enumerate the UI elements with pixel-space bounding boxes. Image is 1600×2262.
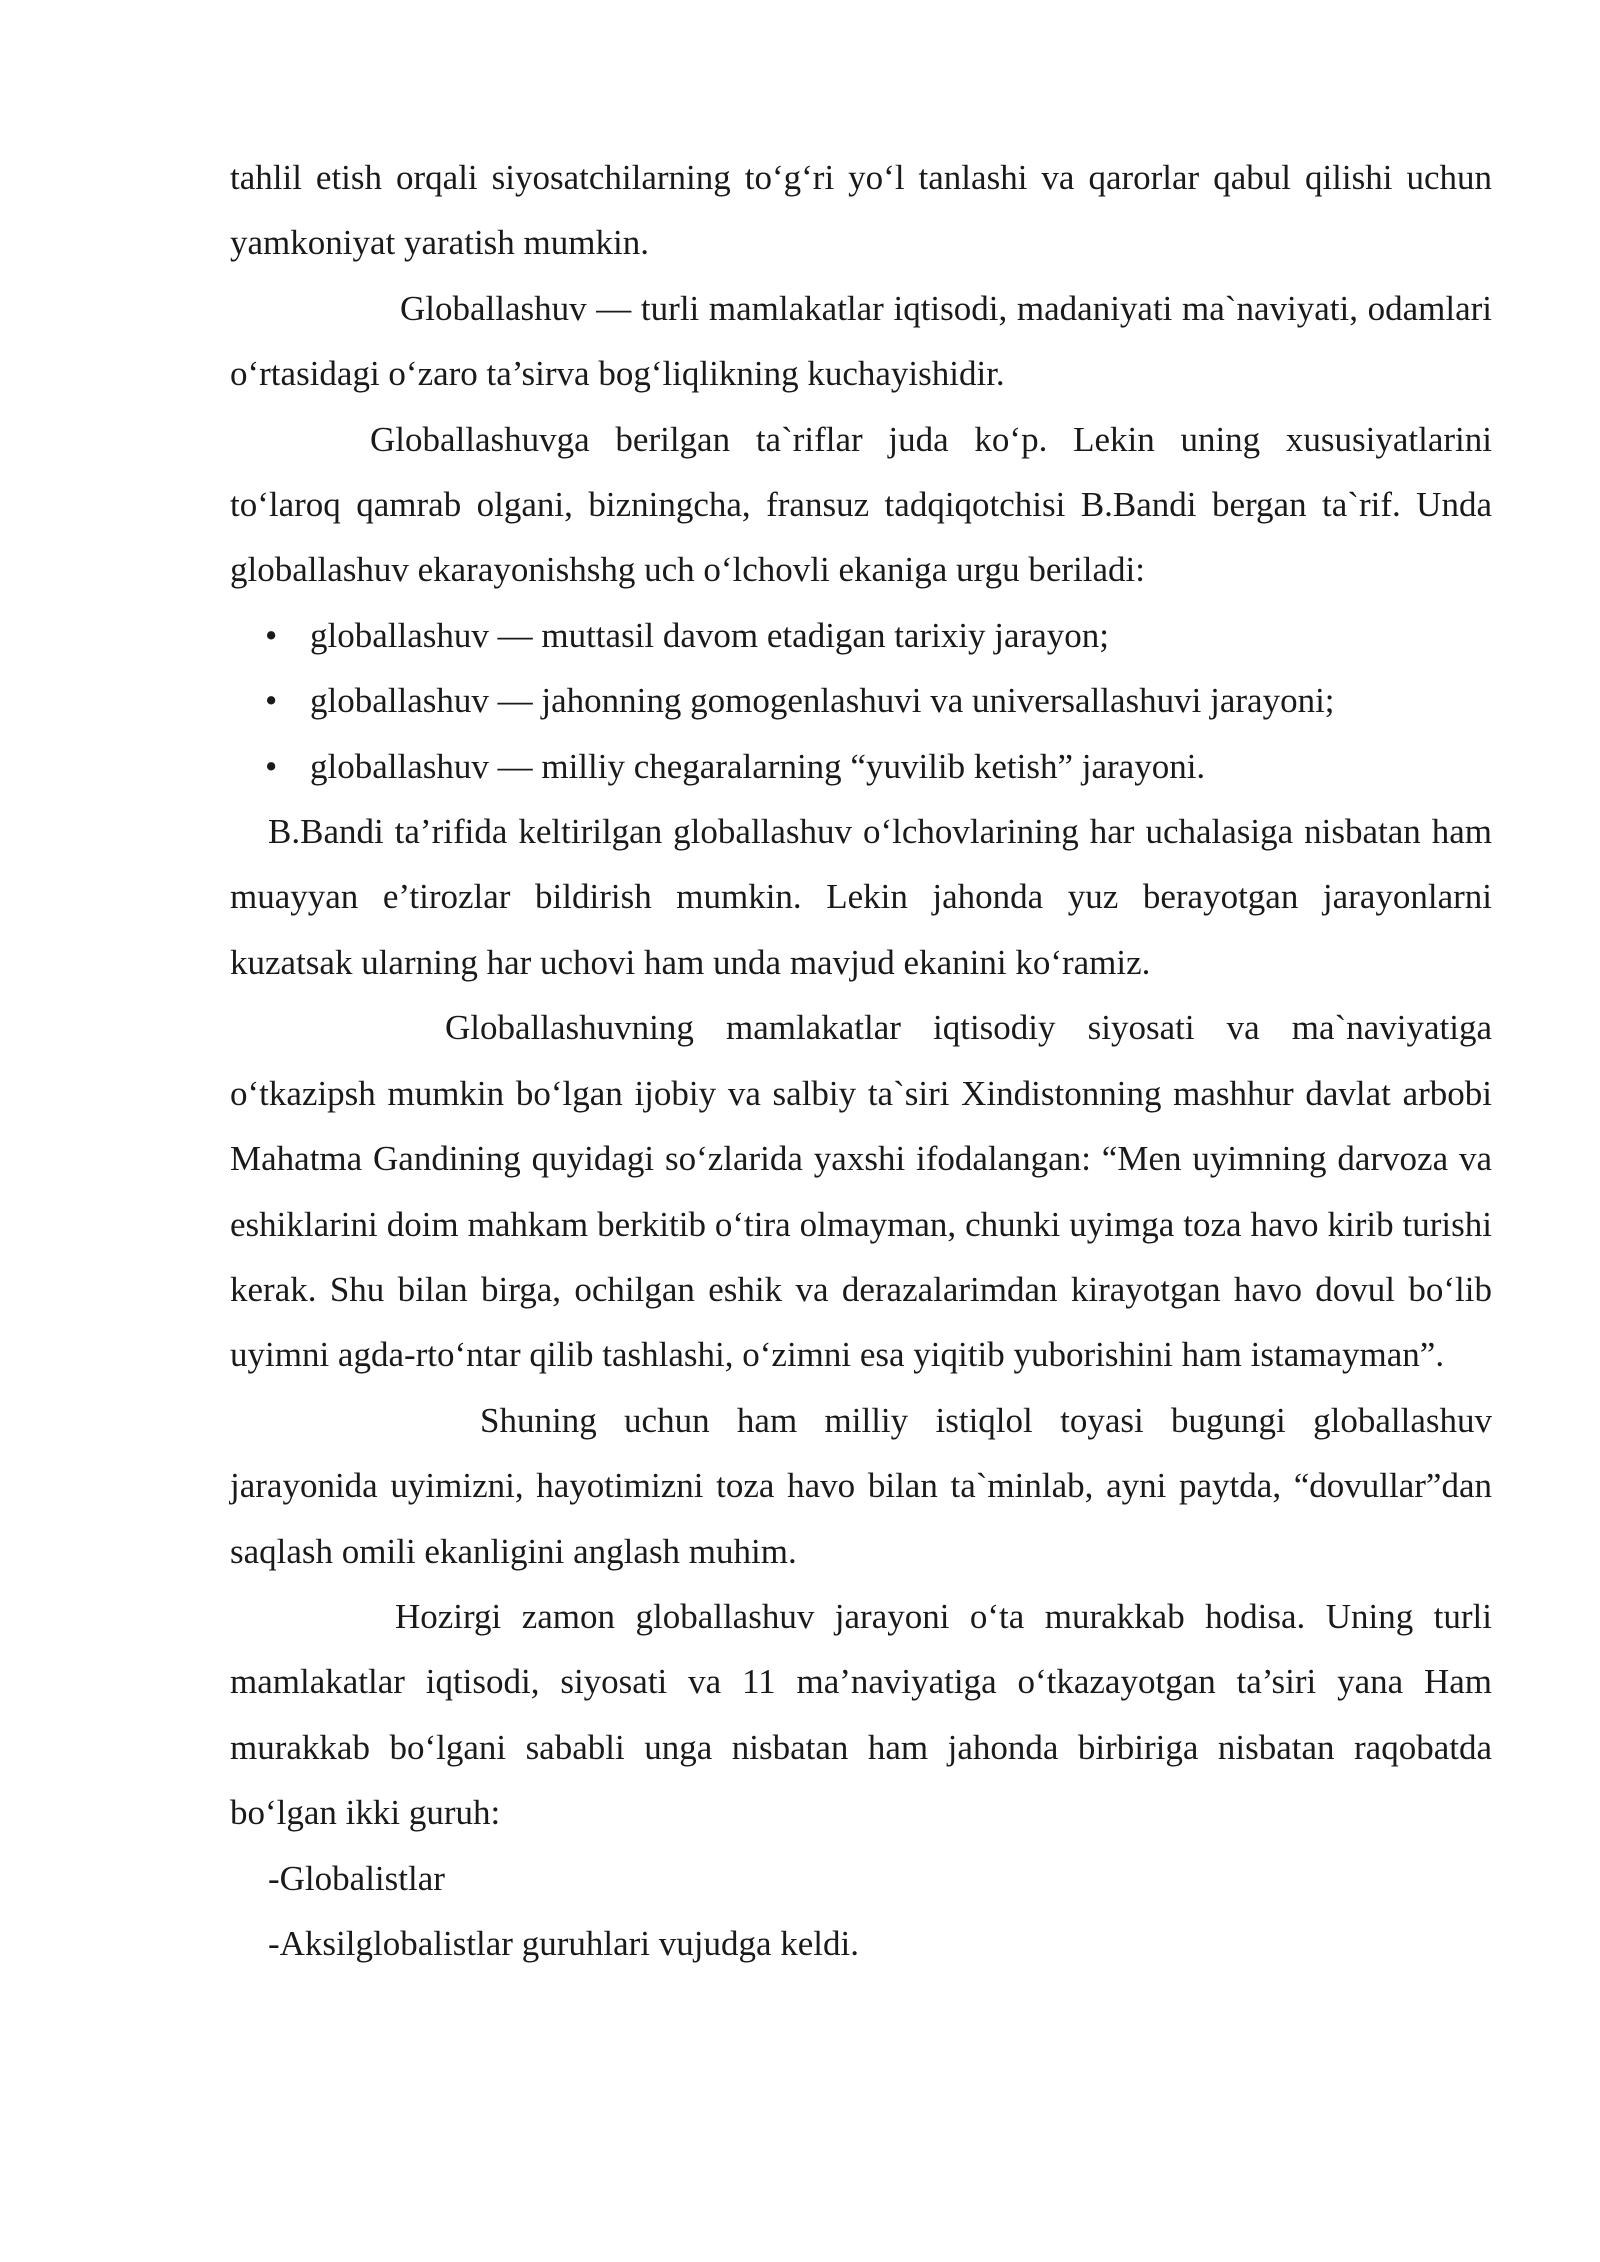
paragraph-modern-globalization: Hozirgi zamon globallashuv jarayoni o‘ta murakkab hodisa. Uning turli mamlakatlar iqtisodi, siyosati va 11 ma’naviyatiga o‘tkazayotgan ta’siri yana Ham murakkab bo‘lgani sababli unga nisbatan ham jahonda birbiriga nisbatan raqobatda bo‘lgan ikki guruh: — [230, 1596, 1492, 1833]
bullet-icon: • — [265, 681, 278, 721]
list-item — [230, 734, 1492, 799]
paragraph-globalization-definition: Globallashuv — turli mamlakatlar iqtisodi, madaniyati ma`naviyati, odamlari o‘rtasidagi o‘zaro ta’sirva bog‘liqlikning kuchayishidir. — [230, 288, 1492, 394]
list-item-text: globallashuv — milliy chegaralarning “yuvilib ketish” jarayoni. — [310, 746, 1206, 786]
paragraph-definitions: Globallashuvga berilgan ta`riflar juda ko‘p. Lekin uning xususiyatlarini to‘laroq qamrab olgani, bizningcha, fransuz tadqiqotchisi B.Bandi bergan ta`rif. Unda globallashuv ekarayonishshg uch o‘lchovli ekaniga urgu beriladi: — [230, 419, 1492, 590]
dash-item-globalists: -Globalistlar — [268, 1858, 445, 1898]
paragraph-independence: Shuning uchun ham milliy istiqlol toyasi bugungi globallashuv jarayonida uyimizni, hayotimizni toza havo bilan ta`minlab, ayni paytda, “dovullar”dan saqlash omili ekanligini anglash muhim. — [230, 1400, 1492, 1571]
list-item-text: globallashuv — jahonning gomogenlashuvi va universallashuvi jarayoni; — [310, 681, 1335, 721]
paragraph-gandhi-quote: Globallashuvning mamlakatlar iqtisodiy siyosati va ma`naviyatiga o‘tkazipsh mumkin bo‘lgan ijobiy va salbiy ta`siri Xindistonning mashhur davlat arbobi Mahatma Gandining quyidagi so‘zlarida yaxshi ifodalangan: “Men uyimning darvoza va eshiklarini doim mahkam berkitib o‘tira olmayman, chunki uyimga toza havo kirib turishi kerak. Shu bilan birga, ochilgan eshik va derazalarimdan kirayotgan havo dovul bo‘lib uyimni agda-rto‘ntar qilib tashlashi, o‘zimni esa yiqitib yuborishini ham istamayman”. — [230, 1008, 1492, 1375]
paragraph-intro: tahlil etish orqali siyosatchilarning to‘g‘ri yo‘l tanlashi va qarorlar qabul qilishi uchun yamkoniyat yaratish mumkin. — [230, 158, 1492, 263]
list-item — [230, 668, 1492, 733]
list-item-text: globallashuv — muttasil davom etadigan tarixiy jarayon; — [310, 615, 1109, 655]
bullet-icon: • — [265, 746, 278, 786]
dash-item-antiglobalists: -Aksilglobalistlar guruhlari vujudga keldi. — [268, 1923, 860, 1963]
paragraph-bandi: B.Bandi ta’rifida keltirilgan globallashuv o‘lchovlarining har uchalasiga nisbatan ham muayyan e’tirozlar bildirish mumkin. Lekin jahonda yuz berayotgan jarayonlarni kuzatsak ularning har uchovi ham unda mavjud ekanini ko‘ramiz. — [230, 812, 1492, 982]
bullet-list — [230, 603, 1492, 799]
list-item — [230, 603, 1492, 668]
bullet-icon: • — [265, 615, 278, 655]
document-page — [230, 145, 1492, 1976]
